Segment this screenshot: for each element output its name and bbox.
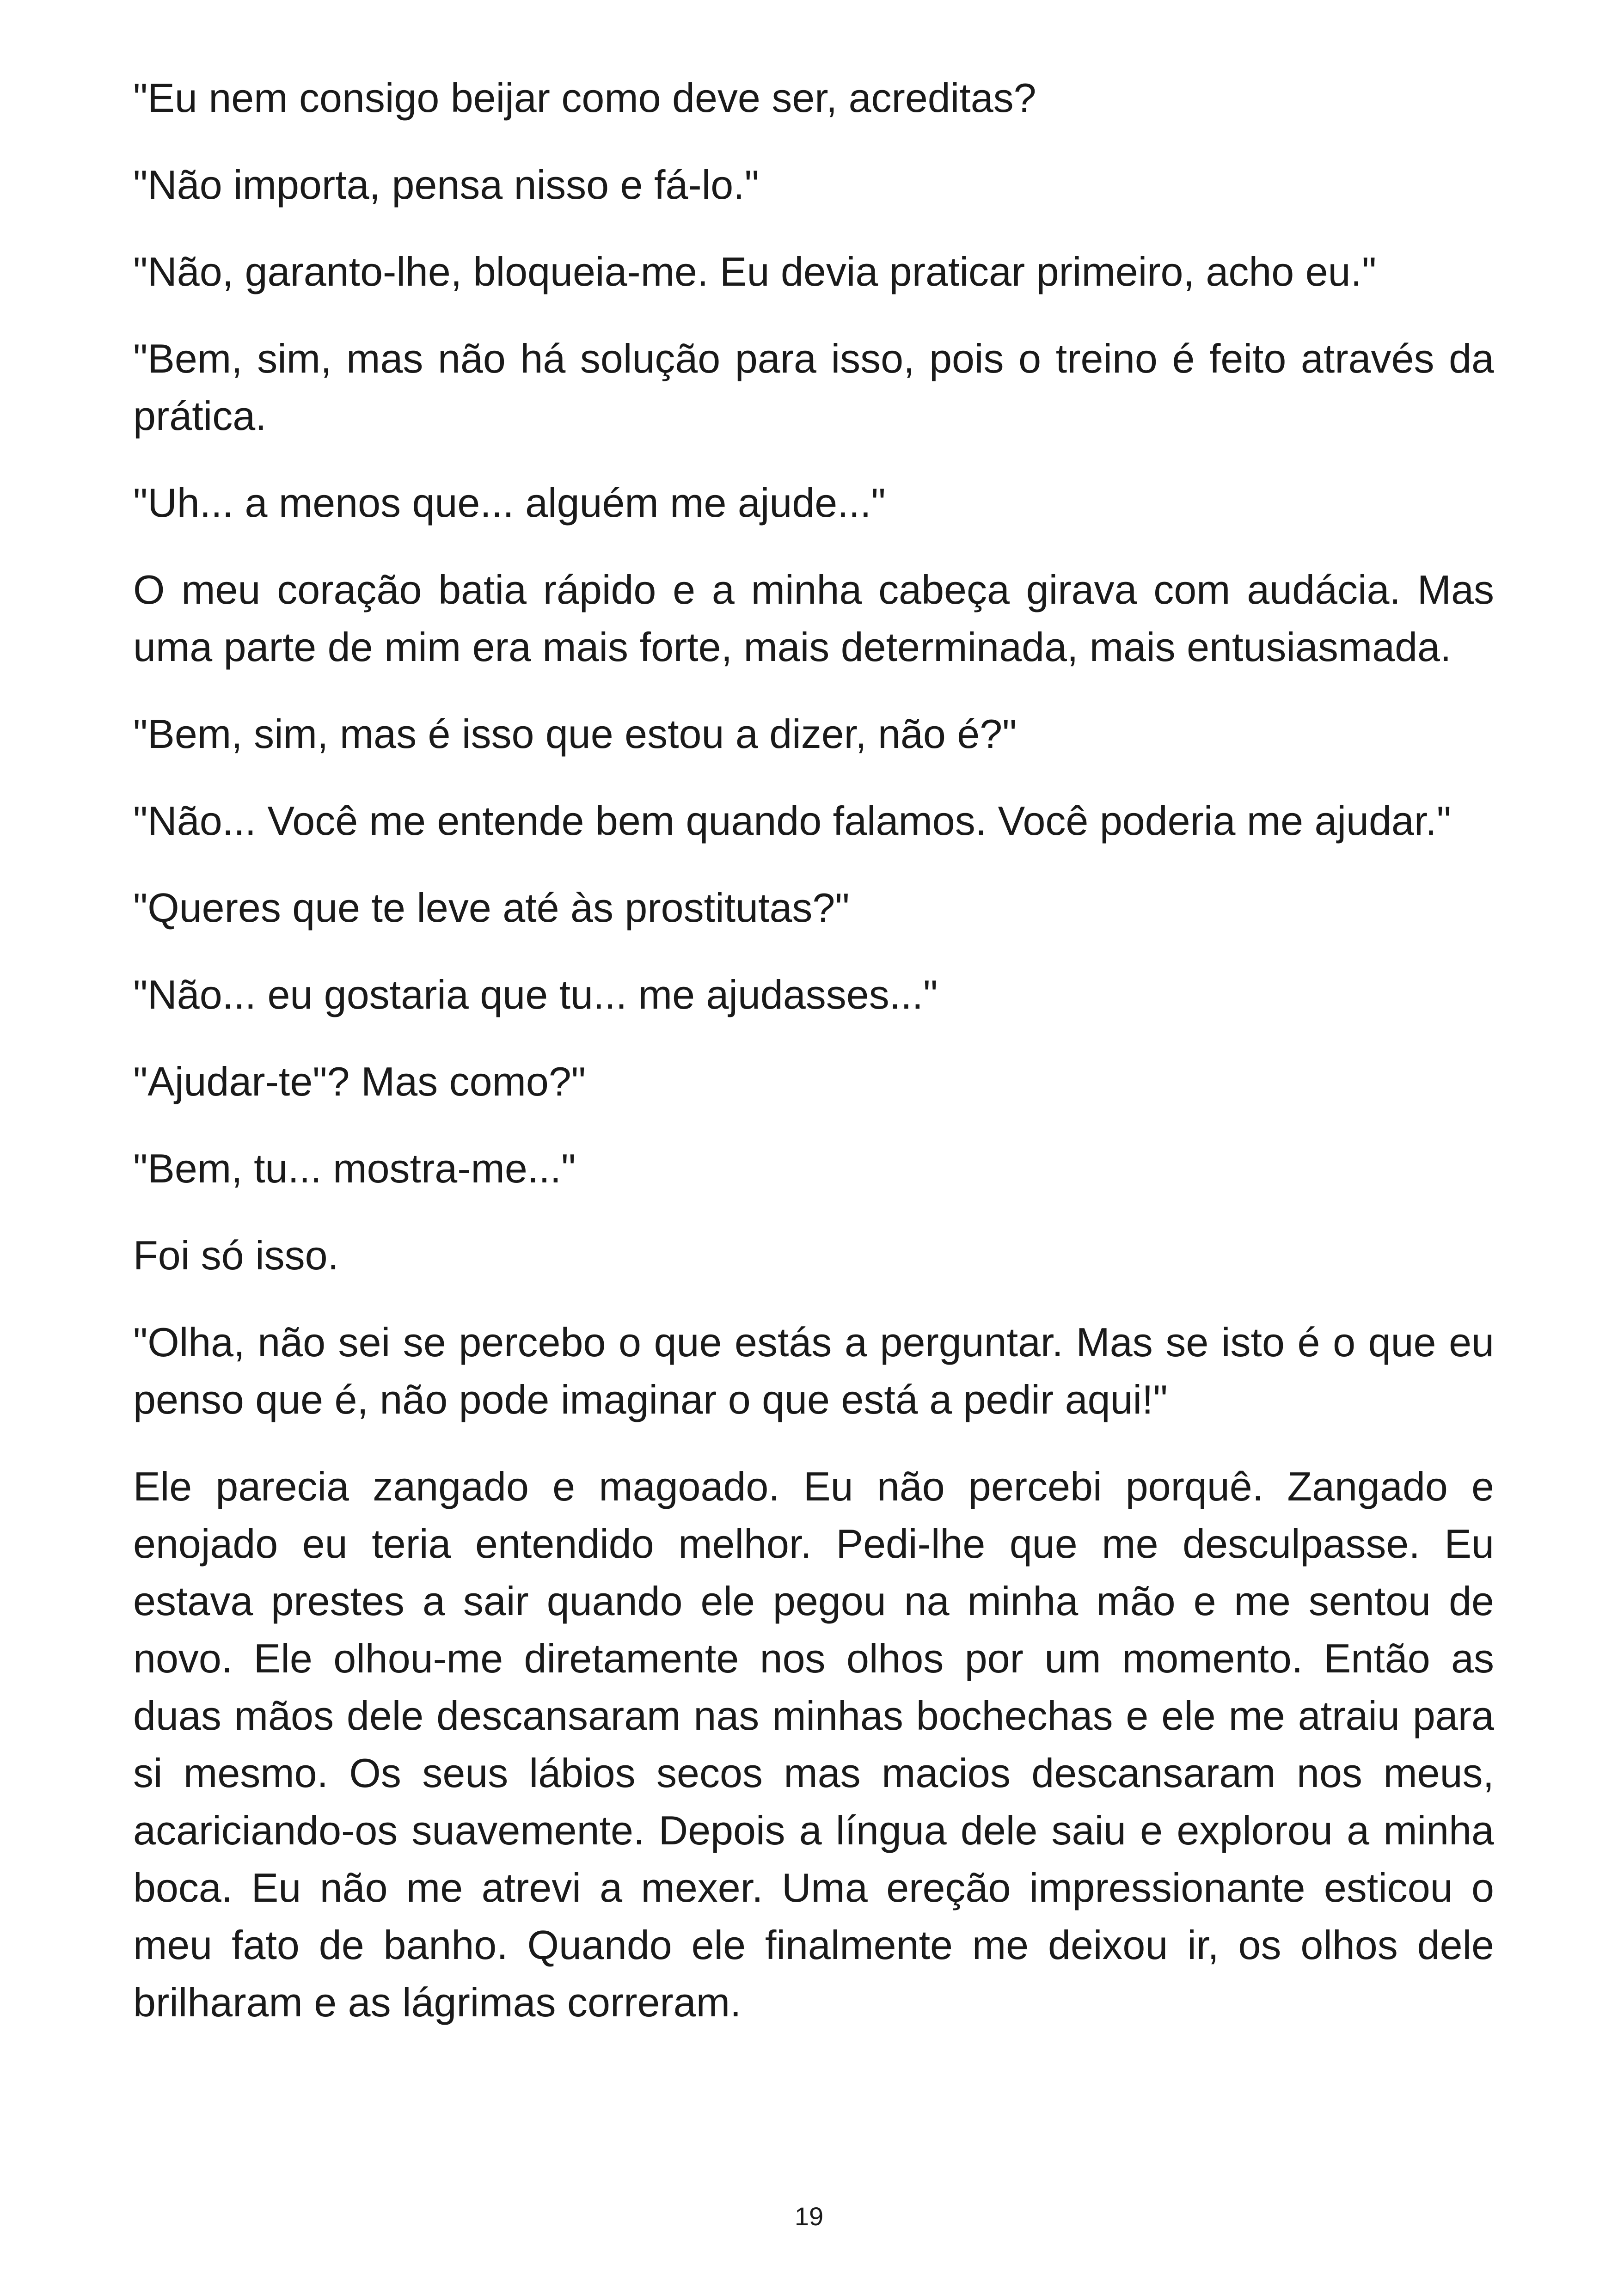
paragraph-7: "Bem, sim, mas é isso que estou a dizer, não é?" — [133, 711, 1017, 757]
paragraph-13: Foi só isso. — [133, 1232, 339, 1278]
paragraph-9: "Queres que te leve até às prostitutas?" — [133, 885, 850, 931]
paragraph-1: "Eu nem consigo beijar como deve ser, acreditas? — [133, 75, 1036, 121]
body-text — [133, 69, 1494, 2061]
paragraph-15: Ele parecia zangado e magoado. Eu não percebi porquê. Zangado e enojado eu teria entendido melhor. Pedi-lhe que me desculpasse. Eu estava prestes a sair quando ele pegou na minha mão e me sentou de novo. Ele olhou-me diretamente nos olhos por um momento. Então as duas mãos dele descansaram nas minhas bochechas e ele me atraiu para si mesmo. Os seus lábios secos mas macios descansaram nos meus, acariciando-os suavemente. Depois a língua dele saiu e explorou a minha boca. Eu não me atrevi a mexer. Uma ereção impressionante esticou o meu fato de banho. Quando ele finalmente me deixou ir, os olhos dele brilharam e as lágrimas correram. — [133, 1463, 1494, 2025]
paragraph-12: "Bem, tu... mostra-me..." — [133, 1145, 576, 1191]
paragraph-6: O meu coração batia rápido e a minha cabeça girava com audácia. Mas uma parte de mim era mais forte, mais determinada, mais entusiasmada. — [133, 567, 1494, 670]
paragraph-3: "Não, garanto-lhe, bloqueia-me. Eu devia praticar primeiro, acho eu." — [133, 249, 1377, 294]
paragraph-11: "Ajudar-te"? Mas como?" — [133, 1059, 586, 1104]
paragraph-14: "Olha, não sei se percebo o que estás a perguntar. Mas se isto é o que eu penso que é, não pode imaginar o que está a pedir aqui!" — [133, 1319, 1494, 1422]
paragraph-4: "Bem, sim, mas não há solução para isso, pois o treino é feito através da prática. — [133, 336, 1494, 439]
paragraph-5: "Uh... a menos que... alguém me ajude..." — [133, 480, 886, 526]
page-number: 19 — [794, 2202, 824, 2231]
paragraph-2: "Não importa, pensa nisso e fá-lo." — [133, 162, 759, 208]
paragraph-8: "Não... Você me entende bem quando falamos. Você poderia me ajudar." — [133, 798, 1451, 844]
paragraph-10: "Não... eu gostaria que tu... me ajudasses..." — [133, 972, 938, 1017]
